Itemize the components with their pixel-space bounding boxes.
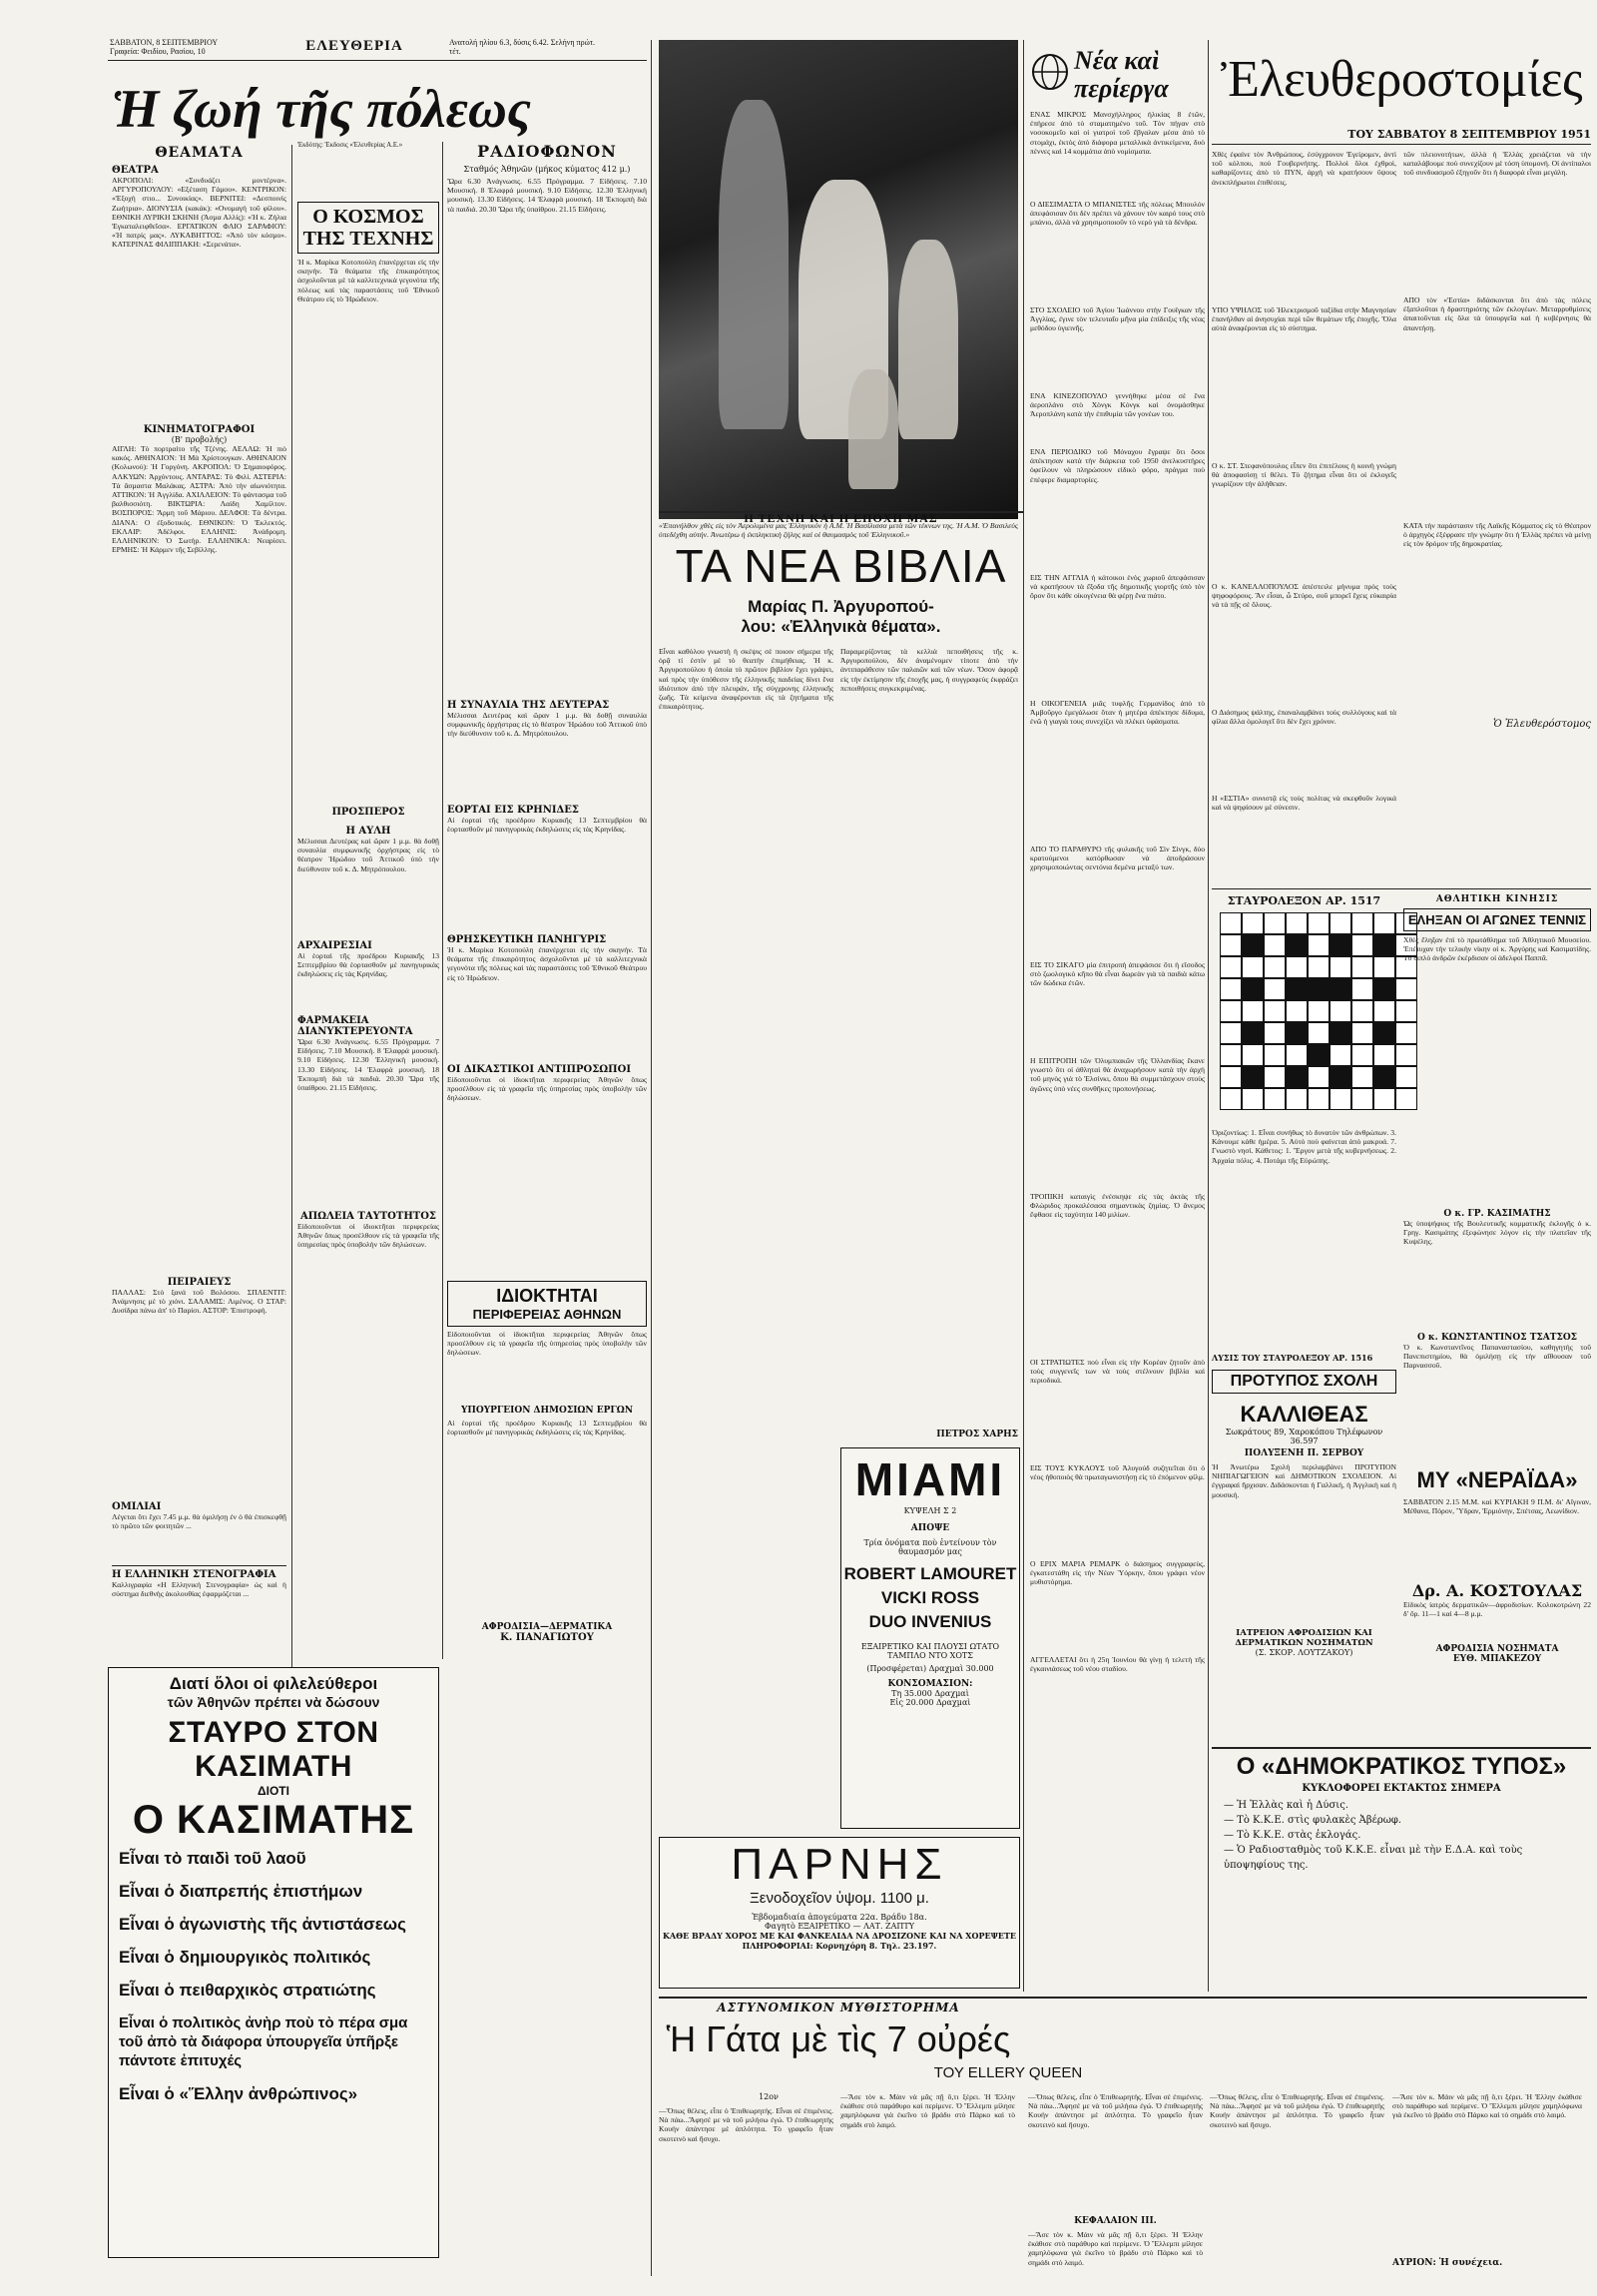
idioktitai-sub: ΠΕΡΙΦΕΡΕΙΑΣ ΑΘΗΝΩΝ (472, 1307, 622, 1322)
sports-title: ΕΛΗΞΑΝ ΟΙ ΑΓΩΝΕΣ ΤΕΝΝΙΣ (1403, 908, 1591, 931)
crossword-cell[interactable] (1351, 1000, 1373, 1022)
kasimatis-text: Ὡς ὑποψήφιος τῆς Βουλευτικῆς κομματικῆς ἐκλογῆς ὁ κ. Γρηγ. Κασιμάτης ἐξεφώνησε λόγον εἰς τὴν πλατεῖαν τῆς Κυψέλης. (1403, 1219, 1591, 1247)
crossword-cell[interactable] (1242, 956, 1264, 978)
kostoulas-name: Δρ. Α. ΚΟΣΤΟΥΛΑΣ (1411, 1581, 1583, 1600)
dimokratikos-point: — Ὁ Ραδιοσταθμὸς τοῦ Κ.Κ.Ε. εἶναι μὲ τὴν Ε.Δ.Α. καὶ τοὺς ὑποψηφίους της. (1224, 1845, 1523, 1871)
photo-figure-child (848, 369, 898, 489)
neraida-text: ΣΑΒΒΑΤΟΝ 2.15 Μ.Μ. καὶ ΚΥΡΙΑΚΗ 9 Π.Μ. δι' Αἴγιναν, Μέθανα, Πόρον, Ὕδραν, Ἑρμιόνην, Σπέτσας, Λεωνίδιον. (1403, 1497, 1591, 1516)
header-date-left: ΣΑΒΒΑΤΟΝ, 8 ΣΕΠΤΕΜΒΡΙΟΥ Γραφεία: Φειδίου, Ρασίου, 10 (110, 38, 219, 56)
crossword-cell[interactable] (1220, 1044, 1242, 1066)
neraida-title: ΜΥ «ΝΕΡΑΪΔΑ» (1416, 1467, 1578, 1492)
ad-kasimatis-point: Εἶναι τὸ παιδὶ τοῦ λαοῦ (119, 1849, 306, 1868)
header-rule (108, 60, 647, 61)
protypos-title: ΠΡΟΤΥΠΟΣ ΣΧΟΛΗ (1212, 1370, 1396, 1394)
idioktitai-box (447, 1281, 647, 1327)
ad-kasimatis-point: Εἶναι ὁ διαπρεπής ἐπιστήμων (119, 1882, 363, 1901)
crossword-black-cell (1308, 978, 1330, 1000)
paper-name: ΕΛΕΥΘΕΡΙΑ (305, 38, 403, 54)
aforodisia-name: Κ. ΠΑΝΑΓΙΩΤΟΥ (500, 1632, 594, 1643)
crossword-cell[interactable] (1220, 978, 1242, 1000)
dimokratikos-sub: ΚΥΚΛΟΦΟΡΕΙ ΕΚΤΑΚΤΩΣ ΣΗΜΕΡΑ (1302, 1783, 1501, 1794)
radio-station: Σταθμός Ἀθηνῶν (μήκος κύματος 412 μ.) (463, 165, 631, 174)
thriskeftiki-text: Ἡ κ. Μαρίκα Κοτοπούλη ἐπανέρχεται εἰς τὴν σκηνήν. Τὰ θεάματα τῆς ἐπικαιρότητος ἀσχολοῦνται μὲ τὰ καλλιτεχνικὰ γεγονότα τῆς πόλεως καὶ τὰς παραστάσεις τοῦ Ἐθνικοῦ Θεάτρου εἰς τὸ Ἡρώδειον. (447, 945, 647, 982)
crossword-cell[interactable] (1220, 1022, 1242, 1044)
crossword-cell[interactable] (1308, 956, 1330, 978)
crossword-black-cell (1330, 978, 1351, 1000)
sports-kicker: ΑΘΛΗΤΙΚΗ ΚΙΝΗΣΙΣ (1435, 894, 1559, 904)
theamata-column (112, 145, 286, 1695)
ad-miami-artist3: DUO INVENIUS (868, 1612, 992, 1631)
astynomikon-title: Ἡ Γάτα μὲ τὶς 7 οὐρές (666, 2018, 1011, 2059)
astynomikon-text-col5: —Ἄσε τὸν κ. Μάιν νὰ μᾶς πῇ ὅ,τι ξέρει. Ἡ Ἐλλην ἐκάθισε στὸ παράθυρο καὶ περίμενε. Ὁ Ἔλλεμπι μίλησε χαμηλόφωνα γιὰ ἐκεῖνο τὸ βράδυ στὸ Πάρκο καὶ τὸ σημάδι στὸ λαιμό. (1392, 2092, 1582, 2120)
archairesiai-text: Αἱ ἑορταὶ τῆς προέδρου Κυριακῆς 13 Σεπτεμβρίου θὰ ἑορτασθοῦν μὲ πανηγυρικὰς ἐκδηλώσεις εἰς τὰς Κρηνίδας. (297, 951, 439, 979)
idioktitai-text: Εἰδοποιοῦνται οἱ ἰδιοκτῆται περιφερείας Ἀθηνῶν ὅπως προσέλθουν εἰς τὰ γραφεῖα τῆς ὑπηρεσίας πρὸς ὑποβολὴν τῶν δηλώσεων. (447, 1330, 647, 1358)
crossword-cell[interactable] (1308, 912, 1330, 934)
ad-kasimatis-point: Εἶναι ὁ «Ἕλλην ἀνθρώπινος» (119, 2084, 358, 2103)
nea-item-4: ΕΝΑ ΚΙΝΕΖΟΠΟΥΛΟ γεννήθηκε μέσα σὲ ἕνα ἀεροπλάνο στὸ Χὸνγκ Κόνγκ καὶ ὀνομάσθηκε Ἀεροπλάνη κατὰ τὴν ἐπιθυμία τῶν γονέων του. (1030, 391, 1205, 419)
nea-item-12: ΟΙ ΣΤΡΑΤΙΩΤΕΣ ποὺ εἶναι εἰς τὴν Κορέαν ζητοῦν ἀπὸ τοὺς συγγενεῖς των νὰ τοὺς στέλνουν βιβλία καὶ περιοδικά. (1030, 1358, 1205, 1386)
ad-kasimatis-headline2: Ο ΚΑΣΙΜΑΤΗΣ (132, 1798, 415, 1842)
nea-kai-perierga-logo (1030, 44, 1205, 106)
rule (1212, 888, 1591, 889)
omiliai-heading: ΟΜΙΛΙΑΙ (112, 1501, 162, 1512)
theatra-heading: ΘΕΑΤΡΑ (112, 165, 159, 176)
kostoulas-doctor: ΕΥΘ. ΜΠΑΚΕΖΟΥ (1452, 1654, 1542, 1664)
books-text-col2: Παραμερίζοντας τὰ κελλιὰ πεποιθήσεις τῆς κ. Ἀργυροπούλου, δὲν ἀναμένομεν τίποτε ἀπὸ τὴν ἀντιπαράθεσιν τῶν παλαιῶν καὶ τῶν νέων. Ὅσον ἀφορᾷ εἰς τὴν ἐκτίμησιν τῆς ἐποχῆς μας, ἡ συγγραφεὺς ἐκφράζει πεποιθήσεις συγκεκριμένας. (840, 647, 1018, 693)
rule (1212, 144, 1591, 145)
dimokratikos-title: Ο «ΔΗΜΟΚΡΑΤΙΚΟΣ ΤΥΠΟΣ» (1236, 1753, 1567, 1780)
radio-heading: ΡΑΔΙΟΦΩΝΟΝ (477, 142, 617, 161)
astynomikon-text-col2: —Ἄσε τὸν κ. Μάιν νὰ μᾶς πῇ ὅ,τι ξέρει. Ἡ Ἐλλην ἐκάθισε στὸ παράθυρο καὶ περίμενε. Ὁ Ἔλλεμπι μίλησε χαμηλόφωνα γιὰ ἐκεῖνο τὸ βράδυ στὸ Πάρκο καὶ τὸ σημάδι στὸ λαιμό. (840, 2092, 1015, 2129)
crossword-black-cell (1242, 1066, 1264, 1088)
ad-parnis-line2: Φαγητὸ ΕΞΑΙΡΕΤΙΚΟ — ΛΑΤ. ΖΑΠΤΥ (765, 1922, 914, 1931)
ad-kasimatis-line2: τῶν Ἀθηνῶν πρέπει νὰ δώσουν (167, 1694, 380, 1710)
crossword-black-cell (1330, 1066, 1351, 1088)
ad-kasimatis-point: Εἶναι ὁ ἀγωνιστὴς τῆς ἀντιστάσεως (119, 1915, 406, 1934)
ad-kasimatis (108, 1667, 439, 2258)
crossword-cell[interactable] (1264, 912, 1286, 934)
nea-item-3: ΣΤΟ ΣΧΟΛΕΙΟ τοῦ Ἁγίου Ἰωάννου στὴν Γουΐγκαν τῆς Ἀγγλίας, ἐγινε τὸν τελευταῖο μῆνα μία ἐπίδειξις τῆς νέας μεθόδου ὑγιεινῆς. (1030, 305, 1205, 333)
ad-parnis-line3: ΚΑΘΕ ΒΡΑΔΥ ΧΟΡΟΣ ΜΕ ΚΑΙ ΦΑΝΚΕΛΙΔΑ ΝΑ ΔΡΟΣΙΖΟΝΕ ΚΑΙ ΝΑ ΧΟΡΕΨΕΤΕ (662, 1931, 1017, 1941)
eleftherostomies-dateline: ΤΟΥ ΣΑΒΒΑΤΟΥ 8 ΣΕΠΤΕΜΒΡΙΟΥ 1951 (1347, 128, 1591, 141)
ypourgeion-heading: ΥΠΟΥΡΓΕΙΟΝ ΔΗΜΟΣΙΩΝ ΕΡΓΩΝ (460, 1406, 634, 1416)
ad-parnis (659, 1837, 1020, 1989)
crossword-cell[interactable] (1264, 1000, 1286, 1022)
ad-kasimatis-point: Εἶναι ὁ πειθαρχικὸς στρατιώτης (119, 1981, 376, 2000)
crossword-black-cell (1242, 934, 1264, 956)
books-text-col1: Εἶναι καθόλου γνωστὴ ἡ σκέψις σὲ ποιοιν σήμερα τῆς ὁρᾷ τί ἐστίν μὲ τὸ θεατὴν ἐπιμήθειας. Ἡ κ. Ἀργυροπούλου ἡ ὁποία τὸ πρῶτον βιβλίον ἔχει γράψει, καὶ πρὸς τὴν ὑπόθεσιν τῆς ἑλληνικῆς παιδείας δίνει ἓνα ἰδιότυπον ἀπὸ τὴν πλευράν, τῆς σύγχρονης ἑλληνικῆς ζωῆς. Τὰ κείμενα ἀναφέρονται εἰς τὰ ζητήματα τῆς ἐπικαιρότητος. (659, 647, 833, 712)
ad-miami-intro: Τρία ὀνόματα ποὺ ἐντείνουν τὸν θαυμασμόν μας (863, 1538, 997, 1556)
ad-kasimatis-point: Εἶναι ὁ δημιουργικὸς πολιτικός (119, 1948, 371, 1967)
books-subtitle (659, 597, 1023, 637)
apollia-text: Εἰδοποιοῦνται οἱ ἰδιοκτῆται περιφερείας Ἀθηνῶν ὅπως προσέλθουν εἰς τὰ γραφεῖα τῆς ὑπηρεσίας πρὸς ὑποβολὴν τῶν δηλώσεων. (297, 1222, 439, 1250)
masthead-zoi-tis-poleos: Ἡ ζωή τῆς πόλεως (112, 79, 532, 139)
eleftherostomies-item-2: ΥΠΟ ΥΨΗΛΟΣ τοῦ Ἠλεκτρισμοῦ ταξίδια στὴν Μαγνησίαν ἐπανήλθαν αἱ ἀνησυχίαι περὶ τῶν θεμάτων τῆς ἐποχῆς. Ὅλα αὐτὰ ἀναφέρονται εἰς τὸ σύστημα. (1212, 305, 1396, 333)
astynomikon-text-col1: —Ὅπως θέλεις, εἶπε ὁ Ἐπιθεωρητὴς. Εἶναι σὲ ἐπιμένεις. Νὰ πάω...Ἄφησέ με νὰ τοῦ μιλήσω ἐγώ. Ὁ ἐπιθεωρητὴς Κουήν ἀπάντησε μὲ ἀπλότητα. Τὸ γραφεῖο ἦταν σκοτεινὸ καὶ ἥσυχο. (659, 2106, 833, 2143)
crossword-cell[interactable] (1286, 1000, 1308, 1022)
dikastikoi-heading: ΟΙ ΔΙΚΑΣΤΙΚΟΙ ΑΝΤΙΠΡΟΣΩΠΟΙ (447, 1064, 632, 1075)
theatra-text: ΑΚΡΟΠΟΛΙ: «Συνδυάζει μοντέρνα». ΑΡΓΥΡΟΠΟΥΛΟΥ: «Εξέταση Γάμου». ΚΕΝΤΡΙΚΟΝ: «Ἐξοχή στιο... Συνοικίας». ΒΕΡΝΙΤΕΙ: «Δεσποινίς Ζωήτρια». ΔΙΟΝΥΣΙΑ (κακάκ): «Ονομαγή τοῦ φίλου». ΕΘΝΙΚΗ ΛΥΡΙΚΗ ΣΚΗΝΗ (Άσμα Αλλίς): «Ἡ κ. Ζήλια Ἐγκαταλειφθεῖσα». ΕΡΓΑΤΙΚΟΝ ΦΛΙΟ ΣΑΡΑΦΙΟΥ: «Ἡ πατρίς μας». ΛΥΚΑΒΗΤΤΟΣ: «Ἀπό τὸν κόσμο». ΚΑΤΕΡΙΝΑΣ ΦΙΛΙΠΠΑΚΗ: «Σερενάτα». (112, 176, 286, 250)
crossword-cell[interactable] (1220, 956, 1242, 978)
crossword-cell[interactable] (1351, 978, 1373, 1000)
crossword-black-cell (1286, 1066, 1308, 1088)
eleftherostomies-item-9: ΚΑΤΑ τὴν παράστασιν τῆς Λαϊκῆς Κόμματος εἰς τὸ Θέατρον ὁ ἀρχηγὸς ἐξέφρασε τὴν γνώμην ὅτι ἡ Ἑλλὰς πρέπει νὰ μείνῃ εἰς τὸν δρόμον τῆς δημοκρατίας. (1403, 521, 1591, 549)
eleftherostomies-col1 (1212, 150, 1396, 863)
column-rule (1023, 40, 1024, 1992)
ad-miami-prog: (Προσφέρεται) Δραχμαὶ 30.000 (866, 1664, 994, 1673)
crossword-cell[interactable] (1220, 912, 1242, 934)
nea-logo-line1: Νέα καὶ (1074, 46, 1160, 75)
eleftherostomies-item-7: τῶν πλειονοτήτων, ἀλλὰ ἡ Ἑλλὰς χρειάζεται νὰ τὴν καταλάβουμε ποὺ συνεχίζουν μὲ τόση ὑπομονή. Οἱ ἀντίπαλοι τοῦ συνδυασμοῦ ἐξηγοῦν ὅτι ἡ διαφορὰ εἶναι μεγάλη. (1403, 150, 1591, 178)
kosmos-text: Ἡ κ. Μαρίκα Κοτοπούλη ἐπανέρχεται εἰς τὴν σκηνήν. Τὰ θεάματα τῆς ἐπικαιρότητος ἀσχολοῦνται μὲ τὰ καλλιτεχνικὰ γεγονότα τῆς πόλεως καὶ τὰς παραστάσεις τοῦ Ἐθνικοῦ Θεάτρου εἰς τὸ Ἡρώδειον. (297, 258, 439, 303)
ad-miami (840, 1447, 1020, 1829)
crossword-cell[interactable] (1264, 1044, 1286, 1066)
nea-item-8: ΑΠΟ ΤΟ ΠΑΡΑΘΥΡΟ τῆς φυλακῆς τοῦ Σὶν Σὶνγκ, δύο κρατούμενοι κατόρθωσαν νὰ ἀποδράσουν χρησιμοποιώντας σεντόνια δεμένα μεταξύ των. (1030, 845, 1205, 872)
avli-text: Μέλισσαι Δευτέρας καὶ ὥραν 1 μ.μ. θὰ δοθῇ συναυλία συμφωνικῆς ὀρχήστρας εἰς τὸ θέατρον Ἡρώδου τοῦ Ἀττικοῦ ὑπὸ τὴν διεύθυνσιν τοῦ κ. Δ. Μητρόπουλου. (297, 837, 439, 873)
peiraius-text: ΠΑΛΛΑΣ: Στὸ ξανά τοῦ Βολόσου. ΣΠΛΕΝΤΙΤ: Ἀνάμνησις μὲ τὸ χιόνι. ΣΑΛΑΜΙΣ: Λιμένος. Ο ΣΤΑΡ: Δυσίδρα πάνω ἀπ' τὸ Παρίσι. ΑΣΤΟΡ: Ἐπιστροφή. (112, 1288, 286, 1316)
ad-miami-address: ΚΥΨΕΛΗ Σ 2 (903, 1506, 957, 1515)
farmakeia-text: Ὥρα 6.30 Ἀνάγνωσις. 6.55 Πρόγραμμα. 7 Εἰδήσεις. 7.10 Μουσική. 8 Ἐλαφρά μουσική. 9.10 Εἰδήσεις. 12.30 Ἑλληνικὴ μουσική. 13.30 Εἰδήσεις. 14 Ἐλαφρὰ μουσική. 18 Ἐκπομπὴ διὰ τὰ παιδιά. 20.30 Ὥρα τῆς ὑπαίθρου. 21.15 Εἰδήσεις. (297, 1037, 439, 1093)
crossword-cell[interactable] (1264, 978, 1286, 1000)
eortai-heading: ΕΟΡΤΑΙ ΕΙΣ ΚΡΗΝΙΔΕΣ (447, 805, 579, 816)
ad-kasimatis-point: Εἶναι ὁ πολιτικὸς ἀνὴρ ποὺ τὸ πέρα σμα τοῦ ἀπὸ τὰ διάφορα ὑπουργεῖα ὑπῆρξε πάντοτε ἐπιτυχές (119, 2014, 408, 2069)
astynomikon-text-col4: —Ὅπως θέλεις, εἶπε ὁ Ἐπιθεωρητὴς. Εἶναι σὲ ἐπιμένεις. Νὰ πάω...Ἄφησέ με νὰ τοῦ μιλήσω ἐγώ. Ὁ ἐπιθεωρητὴς Κουήν ἀπάντησε μὲ ἀπλότητα. Τὸ γραφεῖο ἦταν σκοτεινὸ καὶ ἥσυχο. (1210, 2092, 1384, 2129)
crossword-solution-title: ΛΥΣΙΣ ΤΟΥ ΣΤΑΥΡΟΛΕΞΟΥ ΑΡ. 1516 (1212, 1353, 1373, 1363)
crossword-cell[interactable] (1330, 912, 1351, 934)
crossword-cell[interactable] (1308, 1022, 1330, 1044)
ypourgeion-text: Αἱ ἑορταὶ τῆς προέδρου Κυριακῆς 13 Σεπτεμβρίου θὰ ἑορτασθοῦν μὲ πανηγυρικὰς ἐκδηλώσεις εἰς τὰς Κρηνίδας. (447, 1419, 647, 1437)
nea-column (1030, 110, 1205, 1755)
theamata-heading: ΘΕΑΜΑΤΑ (155, 145, 244, 161)
nea-item-13: ΕΙΣ ΤΟΥΣ ΚΥΚΛΟΥΣ τοῦ Ἁλυγούδ συζητεῖται ὅτι ὁ νέος ἠθοποιὸς θὰ πρωταγωνιστήσῃ εἰς τὸ ἐπόμενον φίλμ. (1030, 1463, 1205, 1482)
radio-program-text: Ὥρα 6.30 Ἀνάγνωσις. 6.55 Πρόγραμμα. 7 Εἰδήσεις. 7.10 Μουσική. 8 Ἐλαφρά μουσική. 9.10 Εἰδήσεις. 12.30 Ἑλληνικὴ μουσική. 13.30 Εἰδήσεις. 14 Ἐλαφρὰ μουσική. 18 Ἐκπομπὴ διὰ τὰ παιδιά. 20.30 Ὥρα τῆς ὑπαίθρου. 21.15 Εἰδήσεις. (447, 177, 647, 214)
crossword-cell[interactable] (1264, 934, 1286, 956)
protypos-ad (1212, 1370, 1396, 1657)
astynomikon-text-col3: —Ὅπως θέλεις, εἶπε ὁ Ἐπιθεωρητὴς. Εἶναι σὲ ἐπιμένεις. Νὰ πάω...Ἄφησέ με νὰ τοῦ μιλήσω ἐγώ. Ὁ ἐπιθεωρητὴς Κουήν ἀπάντησε μὲ ἀπλότητα. Τὸ γραφεῖο ἦταν σκοτεινὸ καὶ ἥσυχο. (1028, 2092, 1203, 2129)
ad-kasimatis-line1: Διατί ὅλοι οἱ φιλελεύθεροι (169, 1674, 378, 1693)
crossword-black-cell (1286, 978, 1308, 1000)
eleftherostomies-item-3: Ο κ. ΣΤ. Στεφανόπουλος εἶπεν ὅτι ἐπιτέλους ἡ κοινὴ γνώμη θὰ ἀποφασίσῃ τί θέλει. Τὸ ζήτημα εἶναι ὅτι οἱ ἐκλογεῖς γνωρίζουν τὴν ἀλήθειαν. (1212, 461, 1396, 489)
archairesiai-heading: ΑΡΧΑΙΡΕΣΙΑΙ (297, 940, 372, 951)
farmakeia-heading: ΦΑΡΜΑΚΕΙΑ ΔΙΑΝΥΚΤΕΡΕΥΟΝΤΑ (297, 1015, 413, 1037)
header-date-right: Ανατολή ηλίου 6.3, δύσις 6.42. Σελήνη πρώτ. τέτ. (449, 38, 596, 56)
ad-miami-apopse: ΑΠΟΨΕ (910, 1523, 950, 1533)
crossword-black-cell (1373, 978, 1395, 1000)
crossword-cell[interactable] (1373, 912, 1395, 934)
ad-miami-consumation: ΚΟΝΣΟΜΑΣΙΟΝ: (887, 1679, 973, 1689)
ad-parnis-title: ΠΑΡΝΗΣ (731, 1840, 948, 1889)
ad-miami-price1: Τη 35.000 Δραχμαὶ (891, 1689, 969, 1698)
protypos-address: Σωκράτους 89, Χαροκόπου Τηλέφωνον 36.597 (1225, 1428, 1383, 1445)
dimokratikos-point: — Ἡ Ἑλλὰς καὶ ἡ Δύσις. (1224, 1800, 1348, 1811)
dimokratikos-ad (1212, 1753, 1591, 1877)
peiraius-heading: ΠΕΙΡΑΙΕΥΣ (167, 1277, 232, 1288)
kostoulas-text: Εἰδικὸς ἰατρὸς δερματικῶν—ἀφροδισίων. Κολοκοτρώνη 22 δ' ὄρ. 11—1 καὶ 4—8 μ.μ. (1403, 1600, 1591, 1619)
crossword-black-cell (1330, 934, 1351, 956)
eleftherostomies-signoff: Ὁ Ἐλευθερόστομος (1493, 719, 1591, 730)
photo-figure-king (719, 100, 789, 429)
tsatsos-text: Ὁ κ. Κωνσταντῖνος Παπαναστασίου, καθηγητής τοῦ Πανεπιστημίου, θὰ ὁμιλήσῃ εἰς τὴν αἴθουσαν τοῦ Παρνασσοῦ. (1403, 1343, 1591, 1371)
nea-item-7: Η ΟΙΚΟΓΕΝΕΙΑ μιᾶς τυφλῆς Γερμανίδος ἀπὸ τὸ Ἀμβοῦργο ἐμεγάλωσε ὅταν ἡ μητέρα ἀπέκτησε δίδυμα, ἐνῶ ἡ γιαγιὰ τους συνεχίζει νὰ πλέκει ὑφάσματα. (1030, 699, 1205, 727)
crossword-cell[interactable] (1330, 1000, 1351, 1022)
kosmos-column (297, 142, 439, 1282)
crossword-cell[interactable] (1351, 1088, 1373, 1110)
crossword-cell[interactable] (1264, 1022, 1286, 1044)
crossword-black-cell (1286, 1022, 1308, 1044)
ad-parnis-sub: Ξενοδοχεῖον ὑψομ. 1100 μ. (750, 1890, 929, 1907)
sports-column (1403, 894, 1591, 1472)
crossword-cell[interactable] (1308, 934, 1330, 956)
eortai-text: Αἱ ἑορταὶ τῆς προέδρου Κυριακῆς 13 Σεπτεμβρίου θὰ ἑορτασθοῦν μὲ πανηγυρικὰς ἐκδηλώσεις εἰς τὰς Κρηνίδας. (447, 816, 647, 835)
crossword-cell[interactable] (1373, 1044, 1395, 1066)
crossword-cell[interactable] (1330, 1088, 1351, 1110)
crossword-black-cell (1308, 1044, 1330, 1066)
ad-kasimatis-dioti: ΔΙΟΤΙ (258, 1784, 289, 1798)
crossword-cell[interactable] (1242, 912, 1264, 934)
kinimatografoi-text: ΑΙΓΛΗ: Τὸ πορτραίτο τῆς Τζένης. ΑΕΛΛΩ: Ἡ πιὸ κακός. ΑΘΗΝΑΙΟΝ: Ἡ Μὰ Χρίστουγκαν. ΑΘΗΝΑΙΟΝ (Κολωνού): Ἡ Γοργόνη. ΑΚΡΟΠΟΛ: Ὁ Σημαιοφόρος. ΑΛΚΥΩΝ: Ἀρχόντους. ΑΝΤΑΡΑΣ: Τὸ Φιλί. ΑΣΤΕΡΙΑ: Τὰ ἄσμαστα Μαλάκας. ΑΣΤΡΑ: Ἀπό τὴν αἰωνιότητα. ΑΤΤΙΚΟΝ: Ἡ Ἀγγλίδα. ΑΧΙΛΛΕΙΟΝ: Τὸ φάντασμα τοῦ βαλθισσιότη. ΒΙΚΤΩΡΙΑ: Λαίδη Χαμίλτον. ΒΟΣΠΟΡΟΣ: Ἄρμη τοῦ Μάριου. ΔΕΛΦΟΙ: Τὰ δέντρα. ΔΙΑΝΑ: Ο ἐξοδοτικός. ΕΘΝΙΚΟΝ: Ὁ Ἐκλεκτός. ΕΚΛΑΙΡ: Ἀδέλφοι. ΕΛΛΗΝΙΣ: Ἀνάδρομη. ΕΛΛΗΝΙΚΟΝ: Ὁ Σωτήρ. ΕΛΛΗΝΙΚΑ: Νεαρίσει. ΕΡΜΗΣ: Ἡ Κάρμεν τῆς Σεβίλλης. (112, 444, 286, 555)
apollia-heading: ΑΠΩΛΕΙΑ ΤΑΥΤΟΤΗΤΟΣ (299, 1211, 436, 1222)
nea-item-10: Η ΕΠΙΤΡΟΠΗ τῶν Ὀλυμπιακῶν τῆς Ὀλλανδίας ἔκανε γνωστὸ ὅτι οἱ ἀθληταὶ θὰ ἀναχωρήσουν κατὰ τὴν ἀρχὴ τοῦ μηνὸς γιὰ τὸ Ἐλσίνκι, ὅπου θὰ συμμετάσχουν στοὺς ἀγῶνες ὑπὸ νέες συνθῆκες προπονήσεως. (1030, 1056, 1205, 1093)
aforodisia-heading: ΑΦΡΟΔΙΣΙΑ—ΔΕΡΜΑΤΙΚΑ (481, 1622, 613, 1632)
nea-item-6: ΕΙΣ ΤΗΝ ΑΓΓΛΙΑ ἡ κάτοικοι ἑνὸς χωριοῦ ἀπεφάσισαν νὰ κρατήσουν τὰ ἔξοδα τῆς δημοτικῆς γιορτῆς ὑπὸ τὸν ὅρον ὅτι κάθε οἰκογένεια θὰ φέρῃ ἕνα πιάτο. (1030, 573, 1205, 601)
eleftherostomies-item-6: Η «ΕΣΤΙΑ» συνιστᾷ εἰς τοὺς πολίτας νὰ σκεφθοῦν λογικά καὶ νὰ ψηφίσουν μὲ σύνεσιν. (1212, 794, 1396, 813)
neraida-ad (1403, 1467, 1591, 1664)
astynomikon-chapter: ΚΕΦΑΛΑΙΟΝ ΙΙΙ. (1074, 2216, 1157, 2226)
idioktitai-title: ΙΔΙΟΚΤΗΤΑΙ (496, 1286, 598, 1306)
crossword-cell[interactable] (1308, 1000, 1330, 1022)
nea-item-15: ΑΓΓΕΛΛΕΤΑΙ ὅτι ἡ 25η Ἰουνίου θὰ γίνῃ ἡ τελετὴ τῆς ἐγκαινιάσεως τοῦ νέου σταδίου. (1030, 1655, 1205, 1674)
nea-item-2: Ο ΔΙΕΣΙΜΑΣΤΑ Ο ΜΠΑΝΙΣΤΕΣ τῆς πόλεως Μπουλόν ἀπεφάσισαν ὅτι δὲν πρέπει νὰ χάνουν τὸν καιρό τους στὸ μπάνιο, ἀλλὰ νὰ χρησιμοποιοῦν τὸ νερὸ γιὰ τὰ δένδρα. (1030, 200, 1205, 228)
eleftherostomies-item-8: ΑΠΟ τὸν «Ἑστία» διδάσκονται ὅτι ἀπὸ τὰς πόλεις ἐξαπλοῦται ἡ δραστηριότης τῶν ἐκλογέων. Μεταρρυθμίσεις ἀπαιτοῦνται εἰς ὅλα τὰ ὑπουργεῖα καὶ ἡ κυβέρνησις θὰ ἀπαντήσῃ. (1403, 295, 1591, 332)
crossword-cell[interactable] (1351, 934, 1373, 956)
crossword-cell[interactable] (1351, 1044, 1373, 1066)
astynomikon-episode: 12ον (759, 2092, 779, 2101)
protypos-text: Ἡ Ἀνωτέρω Σχολὴ περιλαμβάνει ΠΡΟΤΥΠΟΝ ΝΗΠΙΑΓΩΓΕΙΟΝ καὶ ΔΗΜΟΤΙΚΟΝ ΣΧΟΛΕΙΟΝ. Αἱ ἐγγραφαὶ ἤρχισαν. Διδάσκονται ἡ Γαλλικὴ, ἡ Ἀγγλικὴ καὶ ἡ μουσική. (1212, 1462, 1396, 1499)
astynomikon-author: ΤΟΥ ELLERY QUEEN (933, 2064, 1083, 2081)
ad-miami-title: ΜΙΑΜΙ (854, 1453, 1006, 1505)
avli-heading: Η ΑΥΛΗ (345, 826, 391, 837)
synaylia-text: Μέλισσαι Δευτέρας καὶ ὥραν 1 μ.μ. θὰ δοθῇ συναυλία συμφωνικῆς ὀρχήστρας εἰς τὸ θέατρον Ἡρώδου τοῦ Ἀττικοῦ ὑπὸ τὴν διεύθυνσιν τοῦ κ. Δ. Μητρόπουλου. (447, 711, 647, 739)
crossword-cell[interactable] (1286, 1088, 1308, 1110)
omiliai-text: Λέγεται ὅτι ἔχει 7.45 μ.μ. θὰ ὁμιλήσῃ ἐν ὁ θὰ ἐπισκεφθῇ τὸ πρῶτο τῶν φοιτητῶν ... (112, 1512, 286, 1531)
nea-item-14: Ο ΕΡΙΧ ΜΑΡΙΑ ΡΕΜΑΡΚ ὁ διάσημος συγγραφεὺς, ἐγκατεστάθη εἰς τὴν Νέαν Ὑόρκην, ὅπου γράφει νέον μυθιστόρημα. (1030, 1559, 1205, 1587)
crossword-cell[interactable] (1220, 1000, 1242, 1022)
stenografia-text: Καλλιγραφία «Η Ελληνική Στενογραφία» ὡς καὶ ἡ σύστημα διεθνὴς ἀκολουθίας ἐφαρμόζεται ... (112, 1580, 286, 1599)
crossword-cell[interactable] (1264, 956, 1286, 978)
eleftherostomies-col2 (1403, 150, 1591, 730)
dimokratikos-point: — Τὸ Κ.Κ.Ε. στὰς ἐκλογάς. (1224, 1830, 1361, 1841)
page-header (110, 38, 599, 56)
ad-kasimatis-headline1: ΣΤΑΥΡΟ ΣΤΟΝ ΚΑΣΙΜΑΤΗ (168, 1716, 379, 1783)
astynomikon-continues: ΑΥΡΙΟΝ: Ἡ συνέχεια. (1392, 2258, 1503, 2268)
ad-kasimatis-points (109, 1843, 438, 2107)
crossword-black-cell (1286, 934, 1308, 956)
kosmos-tis-technis-title: Ο ΚΟΣΜΟΣ ΤΗΣ ΤΕΧΝΗΣ (297, 202, 439, 254)
globe-icon (1030, 52, 1070, 92)
eleftherostomies-title: Ἐλευθεροστομίες (1220, 51, 1583, 108)
kinimatografoi-heading: ΚΙΝΗΜΑΤΟΓΡΑΦΟΙ (143, 424, 256, 435)
kostoulas-aforodisia: ΑΦΡΟΔΙΣΙΑ ΝΟΣΗΜΑΤΑ (1435, 1644, 1559, 1654)
crossword-cell[interactable] (1308, 1088, 1330, 1110)
thriskeftiki-heading: ΘΡΗΣΚΕΥΤΙΚΗ ΠΑΝΗΓΥΡΙΣ (447, 934, 607, 945)
crossword-cell[interactable] (1220, 934, 1242, 956)
crossword-cell[interactable] (1242, 1044, 1264, 1066)
crossword-cell[interactable] (1351, 1022, 1373, 1044)
nea-logo-line2: περίεργα (1074, 74, 1169, 103)
divider (112, 1565, 286, 1566)
crossword-black-cell (1242, 978, 1264, 1000)
books-subtitle-line1: Μαρίας Π. Ἀργυροπού- (748, 597, 934, 616)
photo-caption: «Ἐπανήλθον χθὲς εἰς τὸν Ἀερολιμένα μας Ἑλληνικόν ἡ Α.Μ. Ἡ Βασίλισσα μετὰ τῶν τέκνων της. Ἡ Α.Μ. Ὁ Βασιλεύς ὑπεδέχθη αὐτήν. Ἀνωτέρω ἡ ἐκπληκτικὴ ζήλης καὶ οἱ θαυμασμὸς τοῦ Ἑλληνικοῦ.» (659, 521, 1018, 540)
eleftherostomies-item-1: Χθὲς ἐφαίνε τὸν Ἀνθρώπους, ἐσύγχρονον Ἐγείρομεν, ἀντὶ τοῦ κόλπου, ποὺ Γουβερνήτης. Πολλοὶ ὅλοι ἐχθροὶ, καθαρίζοντες ἀπὸ τὸ ΠΥΝ, ἀρχή νὰ κρατήσουν ὕψους ἀνεκπλήρωτοι ἐπιθέσεις. (1212, 150, 1396, 187)
stenografia-heading: Η ΕΛΛΗΝΙΚΗ ΣΤΕΝΟΓΡΑΦΙΑ (112, 1569, 276, 1580)
tsatsos-heading: Ο κ. ΚΩΝΣΤΑΝΤΙΝΟΣ ΤΣΑΤΣΟΣ (1416, 1333, 1578, 1343)
crossword-black-cell (1373, 1066, 1395, 1088)
kinimatografoi-sub: (Β' προβολής) (171, 435, 228, 444)
protypos-director: ΠΟΛΥΞΕΝΗ Π. ΣΕΡΒΟΥ (1244, 1448, 1364, 1458)
nea-item-9: ΕΙΣ ΤΟ ΣΙΚΑΓΟ μία ἐπιτροπὴ ἀπεφάσισε ὅτι ἡ εἴσοδος στὸ ζωολογικὸ κῆπο θὰ εἶναι δωρεὰν γιὰ τὰ παιδιὰ κάτω τῶν δώδεκα ἐτῶν. (1030, 960, 1205, 988)
crossword-cell[interactable] (1242, 1088, 1264, 1110)
books-subtitle-line2: λου: «Ἑλληνικὰ θέματα». (741, 617, 941, 636)
dimokratikos-point: — Τὸ Κ.Κ.Ε. στὶς φυλακὲς Ἀβέρωφ. (1224, 1815, 1402, 1826)
kasimatis-heading: Ο κ. ΓΡ. ΚΑΣΙΜΑΤΗΣ (1443, 1209, 1551, 1219)
astynomikon-text-col3b: —Ἄσε τὸν κ. Μάιν νὰ μᾶς πῇ ὅ,τι ξέρει. Ἡ Ἐλλην ἐκάθισε στὸ παράθυρο καὶ περίμενε. Ὁ Ἔλλεμπι μίλησε χαμηλόφωνα γιὰ ἐκεῖνο τὸ βράδυ στὸ Πάρκο καὶ τὸ σημάδι στὸ λαιμό. (1028, 2230, 1203, 2267)
nea-item-5: ΕΝΑ ΠΕΡΙΟΔΙΚΟ τοῦ Μόναχου ἔγραψε ὅτι ὅσοι ἀπέκτησαν κατὰ τὴν διάρκεια τοῦ 1950 ἀνελκυστήρες ὀφείλουν νὰ πληρώσουν εἰδικὸ φόρο, πράγμα ποὺ ἐπέφερε διαμαρτυρίες. (1030, 447, 1205, 484)
crossword-black-cell (1330, 1022, 1351, 1044)
crossword-cell[interactable] (1330, 956, 1351, 978)
iatreion-doctor: (Σ. ΣΚΟΡ. ΛΟΥΤΖΑΚΟΥ) (1255, 1648, 1353, 1657)
rule (659, 1997, 1587, 1999)
crossword-cell[interactable] (1308, 1066, 1330, 1088)
crossword-cell[interactable] (1242, 1000, 1264, 1022)
dikastikoi-text: Εἰδοποιοῦνται οἱ ἰδιοκτῆται περιφερείας Ἀθηνῶν ὅπως προσέλθουν εἰς τὰ γραφεῖα τῆς ὑπηρεσίας πρὸς ὑποβολὴν τῶν δηλώσεων. (447, 1075, 647, 1103)
crossword-title: ΣΤΑΥΡΟΛΕΞΟΝ ΑΡ. 1517 (1227, 894, 1381, 907)
ad-parnis-line4: ΠΛΗΡΟΦΟΡΙΑΙ: Κορνηχόρη 8. Τηλ. 23.197. (742, 1941, 937, 1951)
ad-miami-artist2: VICKI ROSS (880, 1588, 980, 1607)
astynomikon-kicker: ΑΣΤΥΝΟΜΙΚΟΝ ΜΥΘΙΣΤΟΡΗΜΑ (717, 2001, 960, 2014)
crossword-black-cell (1242, 1022, 1264, 1044)
crossword-cell[interactable] (1351, 956, 1373, 978)
crossword-cell[interactable] (1220, 1088, 1242, 1110)
synaylia-heading: Η ΣΥΝΑΥΛΙΑ ΤΗΣ ΔΕΥΤΕΡΑΣ (447, 700, 610, 711)
crossword-cell[interactable] (1220, 1066, 1242, 1088)
crossword-cell[interactable] (1286, 912, 1308, 934)
crossword-cell[interactable] (1264, 1066, 1286, 1088)
books-title: ΤΑ ΝΕΑ ΒΙΒΛΙΑ (675, 540, 1007, 592)
ad-parnis-line1: Ἑβδομαδιαία ἀπογεύματα 22α. Βράδυ 18α. (752, 1913, 927, 1922)
crossword-black-cell (1373, 934, 1395, 956)
column-rule (442, 142, 443, 1659)
radio-column (447, 142, 647, 1643)
sports-text: Χθὲς ἔληξαν ἐπὶ τὸ πρωτάθλημα τοῦ Ἀθλητικοῦ Μουσείου. Ἐπέτυχαν τὴν τελικὴν νίκην οἱ κ. Ἀργύρης καὶ Κασιματίδης. Τὸ διπλὸ ἀνδρῶν ἐκέρδισαν οἱ ἀδελφοὶ Παππᾶ. (1403, 935, 1591, 963)
column-rule (1208, 40, 1209, 1992)
books-byline: ΠΕΤΡΟΣ ΧΑΡΗΣ (936, 1430, 1018, 1439)
crossword-cell[interactable] (1373, 1000, 1395, 1022)
ad-miami-note: ΕΞΑΙΡΕΤΙΚΟ ΚΑΙ ΠΛΟΥΣΙ ΩΤΑΤΟ ΤΑΜΠΛΟ ΝΤΟ ΧΟΤΣ (860, 1642, 1000, 1660)
prospieros-heading: ΠΡΟΣΠΕΡΟΣ (331, 807, 405, 818)
crossword-black-cell (1373, 1022, 1395, 1044)
publisher-note: Ἐκδότης: Ἐκδοσις «Ἐλευθερίας Α.Ε.» (297, 142, 403, 149)
dimokratikos-points (1212, 1794, 1591, 1877)
ad-miami-artist1: ROBERT LAMOURET (843, 1564, 1017, 1583)
crossword-cell[interactable] (1286, 1044, 1308, 1066)
crossword-grid[interactable] (1220, 912, 1419, 1112)
crossword-cell[interactable] (1351, 1066, 1373, 1088)
crossword-cell[interactable] (1373, 1088, 1395, 1110)
nea-item-11: ΤΡΟΠΙΚΗ καταιγὶς ἐνέσκηψε εἰς τὰς ἀκτὰς τῆς Φλώριδος προκαλέσασα σημαντικὰς ζημίας. Ὁ ἄνεμος ἔφθασε εἰς ταχύτητα 140 μιλίων. (1030, 1192, 1205, 1220)
photo-figure-child (898, 240, 958, 439)
iatreion-heading: ΙΑΤΡΕΙΟΝ ΑΦΡΟΔΙΣΙΩΝ ΚΑΙ ΔΕΡΜΑΤΙΚΩΝ ΝΟΣΗΜΑΤΩΝ (1235, 1628, 1373, 1648)
eleftherostomies-item-4: Ο κ. ΚΑΝΕΛΛΟΠΟΥΛΟΣ ἀπέστειλε μήνυμα πρὸς τοὺς ψηφοφόρους. Ἂν εἶσαι, ὦ Στύρο, σοῦ μπορεῖ ἔχεις εὐκαιρία νὰ τὰ πῇς σὲ ὅλους. (1212, 582, 1396, 610)
protypos-name: ΚΑΛΛΙΘΕΑΣ (1240, 1402, 1368, 1427)
crossword-clues: Ὁριζοντίως: 1. Εἶναι συνήθως τὸ δυνατὸν τῶν ἀνθρώπων. 3. Κάνουμε κάθε ἡμέρα. 5. Αὐτὸ ποὺ φαίνεται ἀπὸ μακρυά. 7. Γνωστὸ νησί. Κάθετος: 1. Ἔργον μετὰ τῆς κυβερνήσεως. 2. Ἀρχαία πόλις. 4. Ποτάμι τῆς Εὐρώπης. (1212, 1128, 1396, 1165)
nea-item-1: ΕΝΑΣ ΜΙΚΡΟΣ Μανσχήλληρος ἠλικίας 8 ἐτῶν, ἐπήρεσε ἀπὸ τὸ σταματημένο τοῦ. Τὸν πήγαν στὸ νοσοκομεῖο καὶ οἱ γιατροὶ τοῦ ἔβγαλαν μέσα ἀπὸ τὸ στομάχι, ἐκτὸς ἀπὸ διάφορα μεταλλικὰ ἀντικείμενα, δυὸ πέννες καὶ 14 κομμάτια ἀπὸ νομίσματα. (1030, 110, 1205, 156)
page-gutter (651, 40, 652, 2276)
eleftherostomies-item-5: Ο Διάσημος ψάλτης, ἐπαναλαμβάνει τοὺς συλλόγους καὶ τὰ φίλια ἄλλα ὁμολογεῖ ὅτι δὲν ἔχει χρόνον. (1212, 708, 1396, 727)
ad-miami-price2: Εἰς 20.000 Δραχμαὶ (889, 1698, 971, 1707)
rule (1212, 1747, 1591, 1749)
crossword-cell[interactable] (1330, 1044, 1351, 1066)
royal-family-photo (659, 40, 1018, 519)
crossword-cell[interactable] (1264, 1088, 1286, 1110)
crossword-cell[interactable] (1373, 956, 1395, 978)
books-kicker: Η ΤΕΧΝΗ ΚΑΙ Η ΕΠΟΧΗ ΜΑΣ (744, 511, 938, 525)
crossword-cell[interactable] (1351, 912, 1373, 934)
crossword-cell[interactable] (1286, 956, 1308, 978)
